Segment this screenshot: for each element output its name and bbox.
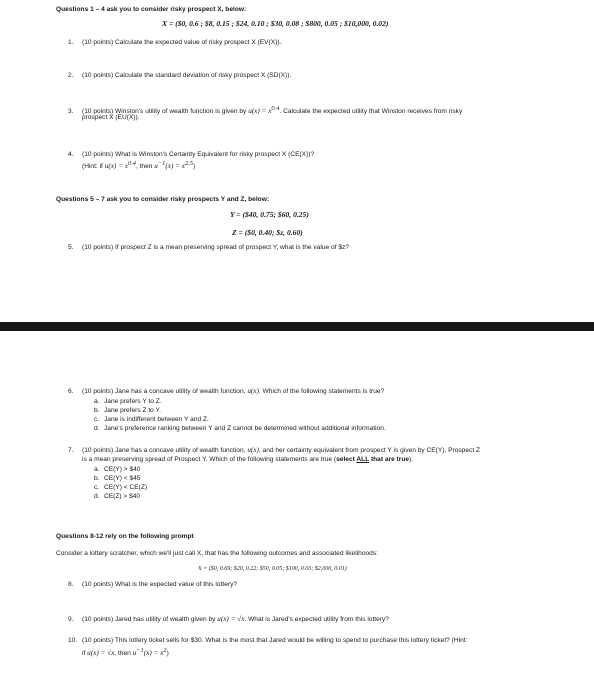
hint-exponent: 0.4 (127, 160, 136, 167)
option-text: CE(Y) < CE(Z) (104, 484, 148, 491)
question-number: 1. (68, 39, 74, 46)
q7-option-b (94, 474, 140, 483)
sqrt-x: √x (237, 615, 245, 623)
option-letter: c. (94, 484, 100, 491)
question-text-cont: . Which of the following statements is true? (258, 388, 385, 395)
inverse-utility: u (154, 162, 158, 171)
inverse-utility: u (132, 649, 137, 658)
sqrt-x: √x (107, 649, 115, 658)
q6-option-b (94, 406, 161, 415)
question-text: (10 points) What is Winston's Certainty Equivalent for risky prospect X (CE(X))? (82, 151, 315, 158)
utility-formula: u(x) = x (248, 107, 272, 116)
question-10-hint (82, 646, 169, 658)
option-letter: a. (94, 466, 100, 473)
question-text-cont: . Calculate the expected utility that Winston receives from risky (279, 108, 463, 116)
question-text: (10 points) Calculate the standard deviation of risky prospect X (SD(X)). (82, 72, 292, 79)
hint-formula: u(x) = x (104, 162, 128, 171)
option-text: Jane prefers Y to Z. (104, 398, 162, 405)
heading-questions-5-7: Questions 5 – 7 ask you to consider risky prospects Y and Z, below: (56, 196, 270, 203)
question-text: (10 points) What is the expected value of this lottery? (82, 581, 238, 588)
option-letter: d. (94, 425, 100, 432)
hint-text: if (82, 650, 88, 658)
heading-questions-1-4: Questions 1 – 4 ask you to consider risky prospect X, below: (56, 6, 247, 13)
option-letter: a. (94, 398, 100, 405)
question-number: 2. (68, 72, 74, 79)
prospect-z-formula: Z = ($0, 0.40; $z, 0.60) (232, 228, 303, 237)
question-number: 7. (68, 447, 74, 454)
question-number: 8. (68, 581, 74, 588)
question-number: 4. (68, 151, 74, 158)
question-text: ). (409, 456, 414, 463)
hint-text: ) (166, 650, 169, 658)
utility-formula: u(x) = (217, 615, 238, 623)
option-letter: b. (94, 407, 100, 414)
option-letter: d. (94, 493, 100, 500)
instruction-text: select (336, 456, 357, 463)
inverse-exponent: −1 (157, 160, 166, 167)
option-text: CE(Y) > $40 (104, 466, 141, 473)
hint-text: (Hint: if (82, 163, 105, 171)
prospect-x-formula: X = ($0, 0.6 ; $8, 0.15 ; $24, 0.10 ; $30, 0.08 ; $800, 0.05 ; $10,000, 0.02) (162, 19, 389, 28)
utility-formula: u(x) (247, 446, 259, 454)
question-text: (10 points) Winston's utility of wealth function is given by (82, 108, 249, 116)
question-8 (68, 580, 237, 589)
hint-formula: u(x) = (87, 649, 108, 658)
question-text-cont: , and her certainty equivalent from prospect Y is given by CE(Y). Prospect Z (258, 447, 481, 454)
option-text: Jane's preference ranking between Y and Z cannot be determined without additional information. (104, 425, 386, 432)
question-number: 9. (68, 616, 74, 623)
question-10 (68, 636, 467, 645)
option-letter: c. (94, 416, 100, 423)
question-7 (68, 446, 480, 455)
option-text: Jane prefers Z to Y. (104, 407, 161, 414)
question-5 (68, 243, 349, 252)
question-text: (10 points) This lottery ticket sells for $30. What is the most that Jared would be willing to spend to purchase this lottery ticket? (Hint: (82, 637, 468, 644)
lottery-formula: X = ($0, 0.69; $20, 0.22; $50, 0.05; $100, 0.03; $2,000, 0.01) (198, 566, 347, 572)
q6-option-c (94, 415, 209, 424)
question-text: (10 points) Calculate the expected value of risky prospect X (EV(X)). (82, 39, 282, 46)
question-6 (68, 387, 384, 396)
question-text: (10 points) Jane has a concave utility of wealth function, (82, 447, 248, 454)
question-2 (68, 71, 291, 80)
instruction-all: ALL (356, 456, 370, 463)
question-text-cont: . What is Jared's expected utility from this lottery? (244, 616, 389, 623)
page-divider (0, 322, 594, 331)
heading-questions-8-12: Questions 8-12 rely on the following prompt (56, 533, 194, 540)
question-text: (10 points) Jane has a concave utility of wealth function, (82, 388, 248, 395)
question-text: (10 points) Jared has utility of wealth given by (82, 616, 218, 623)
instruction-text: that are true (369, 456, 410, 463)
inverse-power: 2.5 (185, 160, 194, 167)
option-text: Jane is indifferent between Y and Z. (104, 416, 209, 423)
option-text: CE(Z) > $40 (104, 493, 141, 500)
question-4-hint (82, 159, 195, 171)
utility-formula: u(x) (247, 387, 259, 395)
question-1 (68, 38, 281, 47)
option-letter: b. (94, 475, 100, 482)
hint-text: , then (135, 163, 155, 171)
q6-option-d (94, 424, 386, 433)
question-number: 10. (68, 637, 78, 644)
question-text: (10 points) If prospect Z is a mean preserving spread of prospect Y, what is the value of $z? (82, 244, 349, 251)
select-all-instruction (336, 456, 409, 463)
hint-text: ) (193, 163, 196, 171)
q6-option-a (94, 397, 162, 406)
q7-option-a (94, 465, 140, 474)
inverse-formula: (x) = x (165, 162, 186, 171)
question-number: 6. (68, 388, 74, 395)
q7-option-d (94, 492, 140, 501)
prospect-y-formula: Y = ($40, 0.75; $60, 0.25) (230, 210, 309, 219)
utility-exponent: 0.4 (271, 105, 280, 112)
hint-text: , then (114, 650, 133, 658)
question-7-line-2 (82, 455, 413, 464)
lottery-intro: Consider a lottery scratcher, which we'll just call X, that has the following outcomes and associated likelihoods: (56, 550, 378, 557)
option-text: CE(Y) < $45 (104, 475, 141, 482)
question-number: 5. (68, 244, 74, 251)
inverse-formula: (x) = x (143, 649, 164, 658)
question-text: is a mean preserving spread of Prospect Y. Which of the following statements are true ( (82, 456, 337, 463)
question-9 (68, 615, 389, 624)
question-3-line-2: prospect X (EU(X)). (82, 114, 140, 121)
question-number: 3. (68, 108, 74, 116)
question-4 (68, 150, 314, 159)
inverse-exponent: −1 (136, 647, 144, 654)
q7-option-c (94, 483, 147, 492)
inverse-power: 2 (163, 647, 167, 654)
